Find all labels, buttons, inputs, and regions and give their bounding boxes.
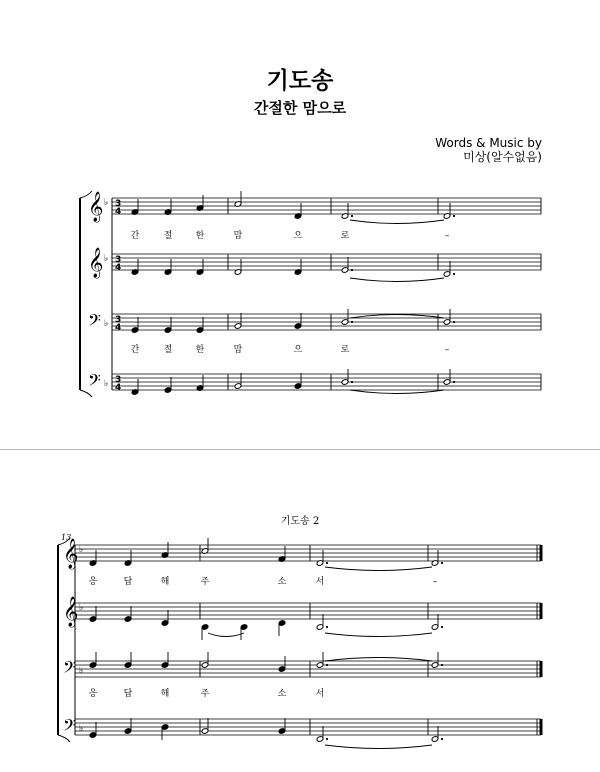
system1-lyric-upper: 간 [130, 231, 140, 241]
note-dot [326, 738, 328, 740]
note-dot [351, 215, 353, 217]
flat-icon: ♭ [79, 545, 84, 555]
credit-line-2: 미상(알수없음) [463, 150, 542, 164]
flat-icon: ♭ [79, 666, 84, 676]
flat-icon: ♭ [79, 724, 84, 734]
system2-lyric-upper: 서 [315, 577, 325, 587]
note-dot [351, 381, 353, 383]
flat-icon: ♭ [104, 379, 109, 389]
note-dot [453, 273, 455, 275]
time-sig-top: 3 [115, 315, 122, 325]
note-dot [326, 664, 328, 666]
note-dot [441, 664, 443, 666]
tie-curve [350, 315, 444, 319]
system2-lyric-upper: 주 [200, 577, 210, 587]
system2-lyric-lower: 답 [123, 689, 133, 699]
system1-lyric-lower: 로 [340, 345, 350, 355]
system1-lyric-lower: 한 [195, 345, 205, 355]
system1-lyric-lower: 으 [293, 345, 303, 355]
note-dot [441, 626, 443, 628]
bass-clef-icon: 𝄢 [63, 715, 76, 739]
note-dot [326, 626, 328, 628]
treble-clef-icon: 𝄞 [63, 539, 79, 569]
bass-clef-icon: 𝄢 [88, 370, 101, 394]
system1-lyric-lower: 간 [130, 345, 140, 355]
system2-lyric-lower: 주 [200, 689, 210, 699]
time-sig-top: 3 [115, 255, 122, 265]
treble-clef-icon: 𝄞 [88, 192, 104, 222]
time-sig-bottom: 4 [115, 263, 122, 273]
flat-icon: ♭ [104, 198, 109, 208]
system2-lyric-upper: – [432, 577, 438, 587]
system2-lyric-upper: 소 [277, 577, 287, 587]
system2-lyric-lower: 해 [160, 689, 170, 699]
system1-lyric-lower: 맘 [233, 345, 243, 355]
song-subtitle: 간절한 맘으로 [253, 99, 347, 117]
system1-lyric-upper: 으 [293, 231, 303, 241]
system2-lyric-lower: 소 [277, 689, 287, 699]
system1-lyric-upper: 절 [163, 231, 173, 241]
note-dot [326, 562, 328, 564]
tie-curve [350, 278, 444, 282]
note-dot [453, 381, 455, 383]
note-dot [351, 269, 353, 271]
system2-lyric-lower: 응 [88, 689, 98, 699]
system1-lyric-upper: 로 [340, 231, 350, 241]
note-dot [453, 321, 455, 323]
system1-lyric-upper: – [444, 231, 450, 241]
system1-lyric-lower: 절 [163, 345, 173, 355]
bass-clef-icon: 𝄢 [63, 657, 76, 681]
tie-curve [325, 658, 432, 662]
tie-curve [325, 567, 432, 571]
page-divider [0, 449, 600, 450]
tie-curve [350, 220, 444, 224]
system1-lyric-upper: 맘 [233, 231, 243, 241]
note-dot [441, 562, 443, 564]
flat-icon: ♭ [104, 319, 109, 329]
time-sig-bottom: 4 [115, 207, 122, 217]
treble-clef-icon: 𝄞 [63, 597, 79, 627]
tie-curve [208, 633, 244, 637]
note-dot [441, 738, 443, 740]
tie-curve [325, 633, 432, 637]
system2-lyric-upper: 응 [88, 577, 98, 587]
note-dot [453, 215, 455, 217]
system2-lyric-upper: 해 [160, 577, 170, 587]
treble-clef-icon: 𝄞 [88, 248, 104, 278]
time-sig-bottom: 4 [115, 383, 122, 393]
time-sig-top: 3 [115, 199, 122, 209]
system2-lyric-lower: 서 [315, 689, 325, 699]
system1-lyric-upper: 한 [195, 231, 205, 241]
time-sig-top: 3 [115, 375, 122, 385]
credit-line-1: Words & Music by [435, 136, 542, 150]
time-sig-bottom: 4 [115, 323, 122, 333]
tie-curve [350, 390, 444, 394]
bass-clef-icon: 𝄢 [88, 310, 101, 334]
song-title: 기도송 [266, 68, 334, 94]
tie-curve [325, 745, 432, 749]
note-dot [351, 321, 353, 323]
system1-lyric-lower: – [444, 345, 450, 355]
system2-lyric-upper: 답 [123, 577, 133, 587]
measure-number: 13 [61, 533, 72, 542]
page2-running-title: 기도송 2 [280, 516, 320, 527]
flat-icon: ♭ [79, 603, 84, 613]
flat-icon: ♭ [104, 254, 109, 264]
